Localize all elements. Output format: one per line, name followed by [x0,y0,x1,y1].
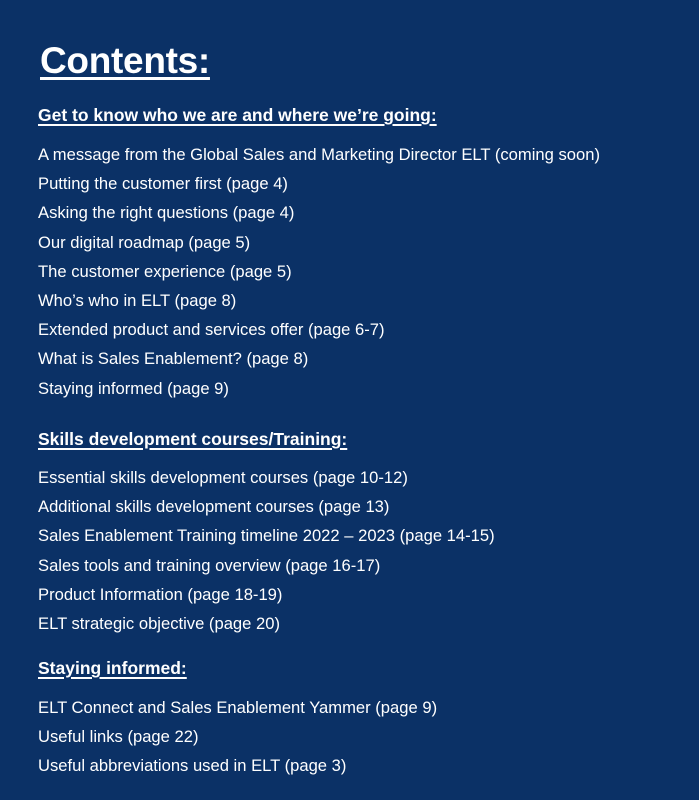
contents-section-training [38,428,495,638]
contents-list [38,140,600,403]
contents-item[interactable]: Sales tools and training overview (page 16-17) [38,555,381,575]
section-heading: Staying informed: [38,658,187,678]
contents-item[interactable]: Our digital roadmap (page 5) [38,232,251,252]
contents-item[interactable]: Staying informed (page 9) [38,378,229,398]
contents-item[interactable]: Extended product and services offer (page 6-7) [38,320,385,340]
contents-item[interactable]: What is Sales Enablement? (page 8) [38,349,309,369]
contents-section-staying-informed [38,657,437,781]
contents-item[interactable]: Putting the customer first (page 4) [38,174,288,194]
contents-item[interactable]: ELT Connect and Sales Enablement Yammer (page 9) [38,698,438,717]
contents-item[interactable]: Asking the right questions (page 4) [38,203,295,223]
contents-item[interactable]: ELT strategic objective (page 20) [38,614,280,634]
contents-item[interactable]: Useful abbreviations used in ELT (page 3) [38,756,347,776]
page-title: Contents: [40,40,210,81]
contents-item[interactable]: Essential skills development courses (page 10-12) [38,468,408,487]
contents-item[interactable]: Useful links (page 22) [38,727,199,747]
contents-list [38,463,495,638]
contents-item[interactable]: Additional skills development courses (page 13) [38,497,390,517]
contents-section-about [38,104,600,403]
contents-item[interactable]: Sales Enablement Training timeline 2022 – 2023 (page 14-15) [38,526,495,546]
contents-item[interactable]: A message from the Global Sales and Marketing Director ELT (coming soon) [38,145,600,164]
contents-item[interactable]: The customer experience (page 5) [38,261,292,281]
section-heading: Get to know who we are and where we’re going: [38,105,437,125]
section-heading: Skills development courses/Training: [38,429,348,449]
contents-item[interactable]: Who’s who in ELT (page 8) [38,291,237,311]
contents-list [38,693,437,781]
contents-item[interactable]: Product Information (page 18-19) [38,584,283,604]
